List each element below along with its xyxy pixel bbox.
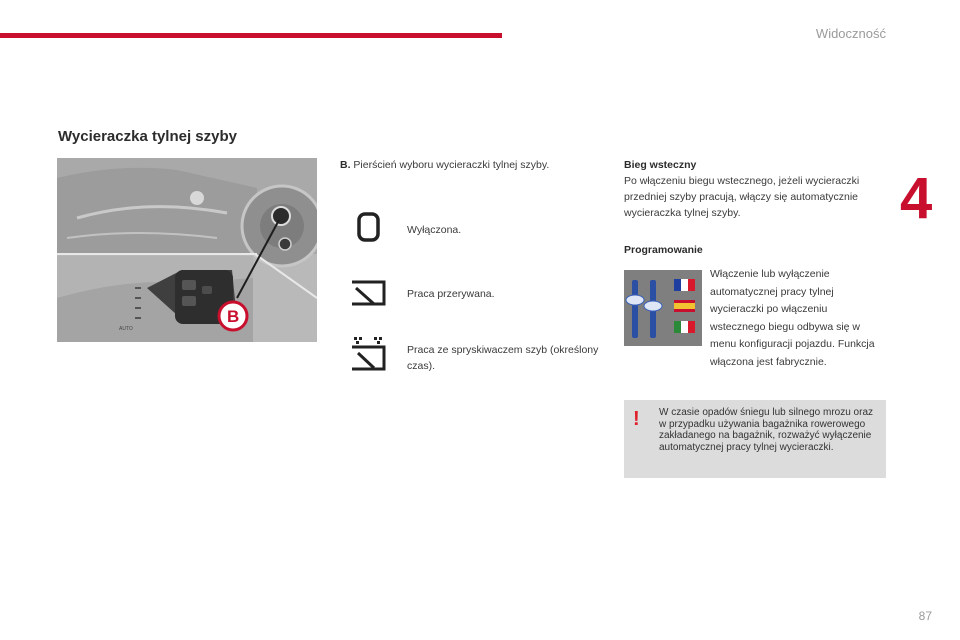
warning-icon: ! — [633, 408, 640, 430]
warning-text: W czasie opadów śniegu lub silnego mrozu oraz w przypadku używania bagażnika rowerowego zakładanego na bagażnik, rozważyć wyłączenie automatycznej pracy tylnej wycieraczki. — [659, 407, 873, 453]
wiper-washer-icon — [348, 335, 388, 375]
switch-auto-label: AUTO — [119, 326, 133, 332]
caption-text: Pierścień wyboru wycieraczki tylnej szyby. — [350, 159, 550, 171]
reverse-heading: Bieg wsteczny — [624, 159, 697, 171]
flag-es-icon — [674, 300, 695, 312]
mode-washer-label: Praca ze spryskiwaczem szyb (określony czas). — [407, 344, 599, 372]
wiper-intermittent-icon — [348, 274, 388, 314]
mode-off-label: Wyłączona. — [407, 224, 462, 236]
page-number: 87 — [918, 609, 932, 623]
programming-text: Włączenie lub wyłączenie automatycznej pracy tylnej wycieraczki po włączeniu wstecznego biegu odbywa się w menu konfiguracji pojazdu. Funkcja włączona jest fabrycznie. — [710, 268, 875, 368]
flag-fr-icon — [674, 279, 695, 291]
b-caption — [340, 159, 549, 171]
reverse-gear-section — [624, 157, 886, 221]
programming-heading: Programowanie — [624, 244, 703, 256]
wiper-off-icon — [348, 208, 388, 248]
page-title: Wycieraczka tylnej szyby — [58, 128, 237, 145]
reverse-text: Po włączeniu biegu wstecznego, jeżeli wycieraczki przedniej szyby pracują, włączy się automatycznie wycieraczka tylnej szyby. — [624, 175, 860, 219]
chapter-number: 4 — [900, 166, 933, 231]
mode-intermittent-label: Praca przerywana. — [407, 288, 495, 300]
config-menu-image — [624, 270, 702, 346]
caption-letter: B. — [340, 159, 351, 171]
flag-it-icon — [674, 321, 695, 333]
header-accent-bar — [0, 33, 502, 38]
section-title: Widoczność — [815, 26, 886, 41]
photo-badge-b: B — [227, 307, 240, 326]
programming-section — [624, 242, 886, 258]
wiper-stalk-photo — [57, 158, 317, 342]
